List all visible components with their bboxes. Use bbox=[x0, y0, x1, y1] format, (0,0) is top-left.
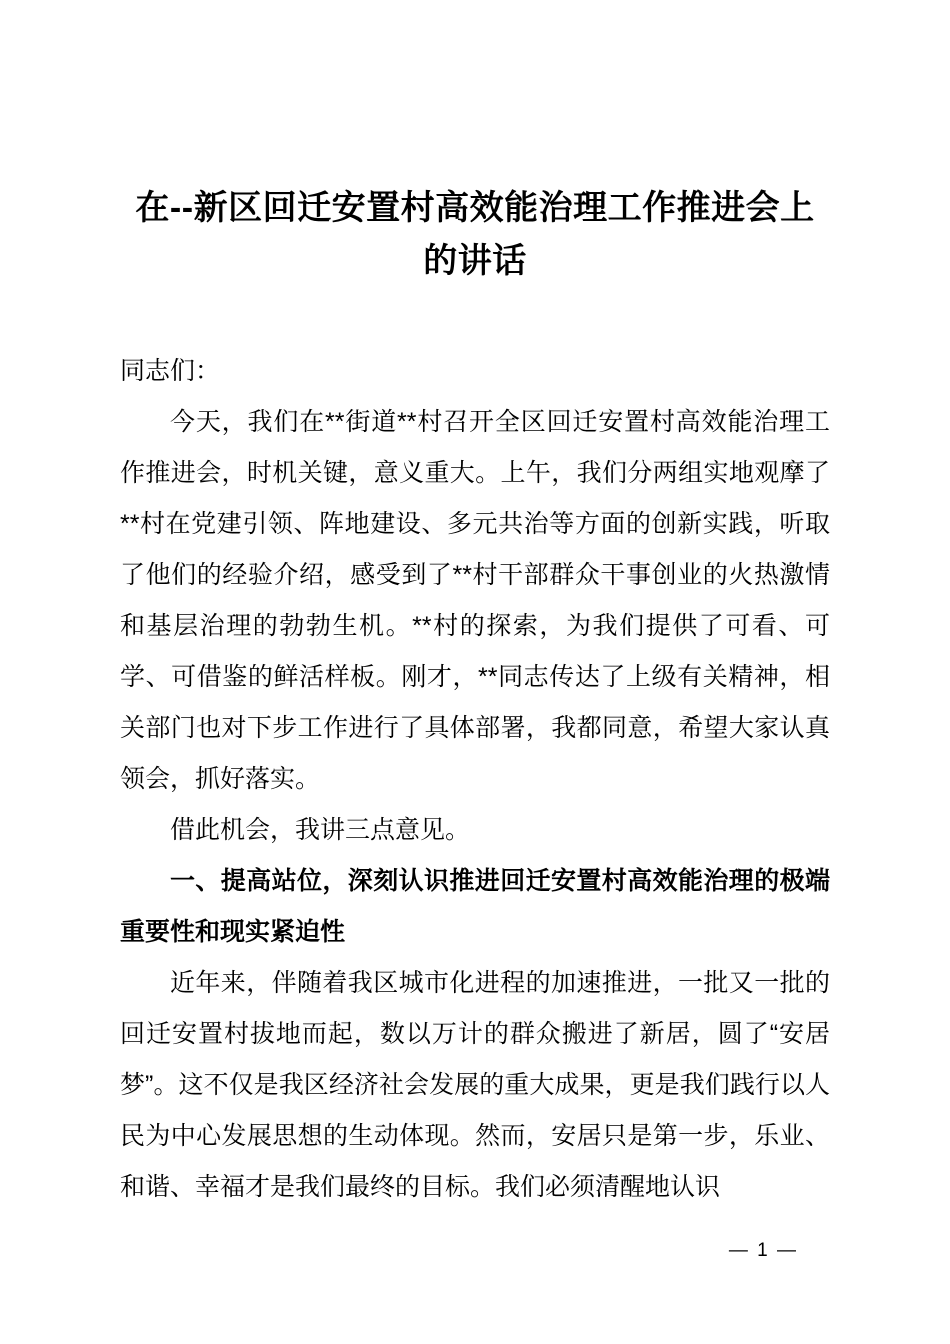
paragraph-section-body: 近年来，伴随着我区城市化进程的加速推进，一批又一批的回迁安置村拔地而起，数以万计的群众搬进了新居，圆了“安居梦”。这不仅是我区经济社会发展的重大成果，更是我们践行以人民为中心发展思想的生动体现。然而，安居只是第一步，乐业、和谐、幸福才是我们最终的目标。我们必须清醒地认识 bbox=[120, 969, 830, 1201]
section-heading-1: 一、提高站位，深刻认识推进回迁安置村高效能治理的极端重要性和现实紧迫性 bbox=[120, 867, 830, 946]
salutation: 同志们： bbox=[120, 357, 221, 385]
document-title: 在--新区回迁安置村高效能治理工作推进会上的讲话 bbox=[135, 189, 815, 280]
paragraph-transition: 借此机会，我讲三点意见。 bbox=[170, 816, 471, 844]
paragraph-intro: 今天，我们在**街道**村召开全区回迁安置村高效能治理工作推进会，时机关键，意义重大。上午，我们分两组实地观摩了**村在党建引领、阵地建设、多元共治等方面的创新实践，听取了他们的经验介绍，感受到了**村干部群众干事创业的火热激情和基层治理的勃勃生机。**村的探索，为我们提供了可看、可学、可借鉴的鲜活样板。刚才，**同志传达了上级有关精神，相关部门也对下步工作进行了具体部署，我都同意，希望大家认真领会，抓好落实。 bbox=[120, 408, 830, 793]
page-number: — 1 — bbox=[728, 1240, 798, 1261]
